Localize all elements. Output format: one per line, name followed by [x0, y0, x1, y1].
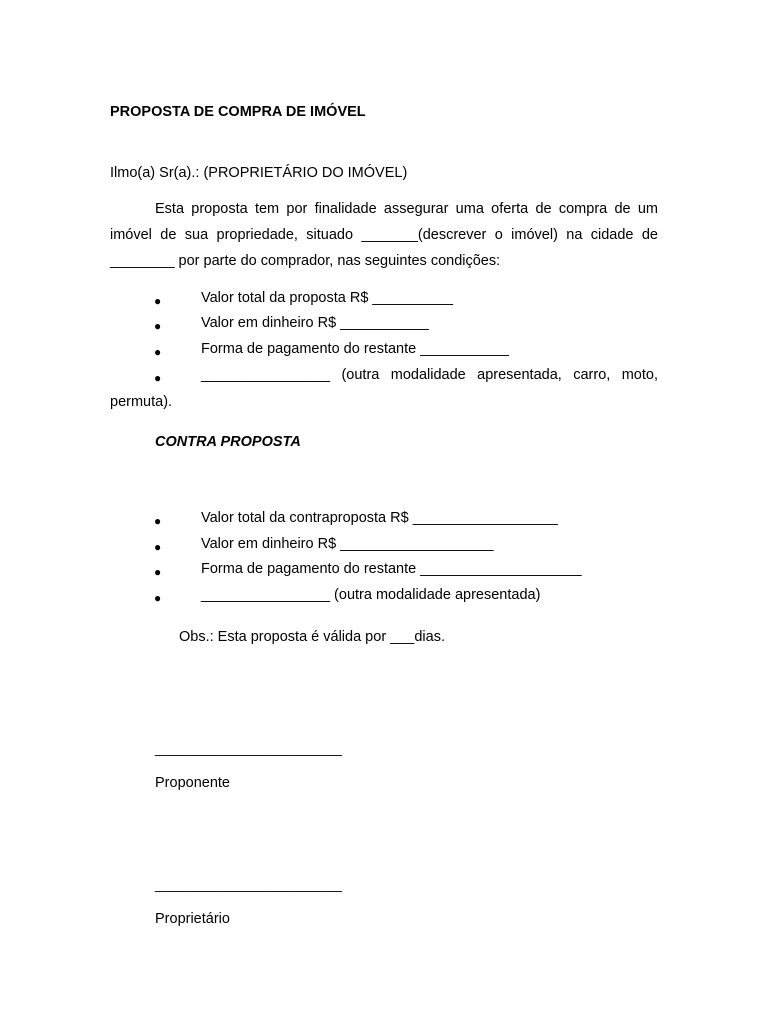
list-item: [110, 561, 658, 587]
bullet-icon: ●: [154, 371, 162, 385]
bullet-icon: ●: [154, 514, 162, 528]
list-item: [110, 367, 658, 393]
validity-note: Obs.: Esta proposta é válida por ___dias.: [179, 629, 445, 645]
intro-paragraph: [110, 196, 658, 274]
list-item-continuation: permuta).: [110, 394, 173, 410]
proponent-signature-line: ________________________: [155, 740, 342, 756]
proponent-label: Proponente: [155, 775, 230, 791]
owner-label: Proprietário: [155, 911, 230, 927]
bullet-icon: ●: [154, 591, 162, 605]
list-item: [110, 587, 658, 613]
list-item-text: Forma de pagamento do restante ____________________: [201, 561, 582, 577]
list-item-text: Valor total da contraproposta R$ __________________: [201, 510, 558, 526]
bullet-icon: ●: [154, 294, 162, 308]
list-item: [110, 341, 658, 367]
list-item-text: Valor em dinheiro R$ ___________: [201, 315, 429, 331]
bullet-icon: ●: [154, 565, 162, 579]
intro-line-2: imóvel de sua propriedade, situado _______(descrever o imóvel) na cidade de: [110, 227, 658, 243]
owner-signature-line: ________________________: [155, 876, 342, 892]
bullet-icon: ●: [154, 345, 162, 359]
list-item-text: Valor total da proposta R$ __________: [201, 290, 454, 306]
list-item: [110, 315, 658, 341]
list-item-text: Valor em dinheiro R$ ___________________: [201, 536, 494, 552]
document-title: PROPOSTA DE COMPRA DE IMÓVEL: [110, 104, 366, 120]
list-item: [110, 536, 658, 562]
counter-proposal-heading: CONTRA PROPOSTA: [155, 434, 301, 450]
bullet-icon: ●: [154, 319, 162, 333]
list-item-text: ________________ (outra modalidade apresentada): [201, 587, 541, 603]
list-item-text: ________________ (outra modalidade apresentada, carro, moto,: [201, 367, 658, 383]
list-item: [110, 290, 658, 316]
list-item: [110, 510, 658, 536]
list-item-text: Forma de pagamento do restante ___________: [201, 341, 509, 357]
salutation: Ilmo(a) Sr(a).: (PROPRIETÁRIO DO IMÓVEL): [110, 165, 408, 181]
intro-line-1: Esta proposta tem por finalidade assegurar uma oferta de compra de um: [155, 201, 658, 217]
intro-line-3: ________ por parte do comprador, nas seguintes condições:: [110, 253, 501, 269]
bullet-icon: ●: [154, 540, 162, 554]
